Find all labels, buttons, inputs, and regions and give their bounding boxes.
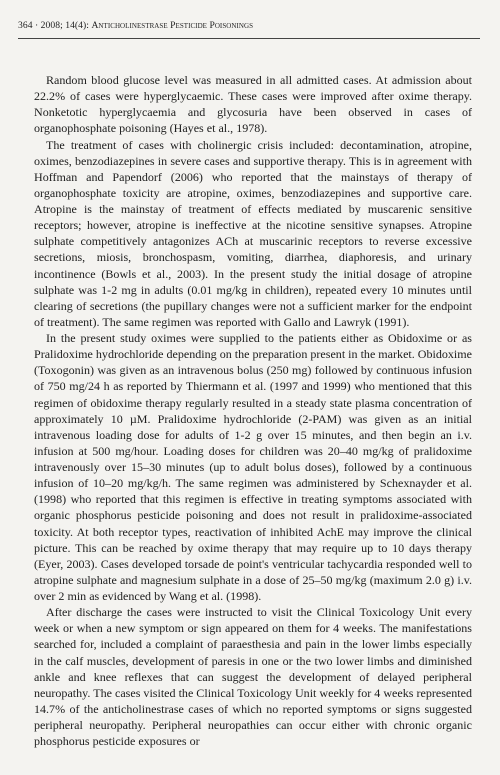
paragraph-treatment: The treatment of cases with cholinergic crisis included: decontamination, atropine, oximes, benzodiazepines in severe cases and supportive therapy. This is in agreement with Hoffman and Papendorf (2006) who reported that the mainstays of therapy of organophosphate toxicity are atropine, oximes, benzodiazepines and supportive care. Atropine is the mainstay of treatment of effects mediated by muscarenic sensitive receptors; however, atropine is ineffective at the nicotine sensitive synapses. Atropine sulphate competitively antagonizes ACh at muscarinic receptors to reverse excessive secretions, miosis, bronchospasm, vomiting, diarrhea, diaphoresis, and urinary incontinence (Bowls et al., 2003). In the present study the initial dosage of atropine sulphate was 1-2 mg in adults (0.01 mg/kg in children), repeated every 10 minutes until clearing of secretions (the pupillary changes were not a sufficient marker for the endpoint of treatment). The same regimen was reported with Gallo and Lawryk (1991).	[34, 137, 472, 329]
running-head	[18, 20, 480, 31]
body-text	[34, 72, 472, 749]
header-rule	[18, 38, 480, 39]
paragraph-blood-glucose: Random blood glucose level was measured in all admitted cases. At admission about 22.2% of cases were hyperglycaemic. These cases were improved after oxime therapy. Nonketotic hyperglycaemia and glycosuria have been observed in cases of organophosphate poisoning (Hayes et al., 1978).	[34, 73, 472, 136]
paragraph-oximes: In the present study oximes were supplied to the patients either as Obidoxime or as Pralidoxime hydrochloride depending on the preparation present in the market. Obidoxime (Toxogonin) was given as an intravenous bolus (250 mg) followed by continuous infusion of 750 mg/24 h as reported by Thiermann et al. (1997 and 1999) who mentioned that this regimen of obidoxime therapy regularly resulted in a steady state plasma concentration of approximately 10 µM. Pralidoxime hydrochloride (2-PAM) was given as an initial intravenous loading dose for adults of 1-2 g over 15 minutes, and then begin an i.v. infusion at 500 mg/hour. Loading doses for children was 20–40 mg/kg of pralidoxime intravenously over 15–30 minutes (up to adult bolus doses), followed by a continuous infusion of 10–20 mg/kg/h. The same regimen was administered by Schexnayder et al. (1998) who reported that this regimen is effective in treating symptoms associated with organic phosphorus pesticide poisoning and does not result in pralidoxime-associated toxicity. At both receptor types, reactivation of inhibited AchE may improve the clinical picture. This can be reached by oxime therapy that may require up to 10 days therapy (Eyer, 2003). Cases developed torsade de point's ventricular tachycardia responded well to atropine sulphate and magnesium sulphate in a dose of 25–50 mg/kg (maximum 2.0 g) i.v. over 2 min as evidenced by Wang et al. (1998).	[34, 331, 472, 603]
paragraph-follow-up: After discharge the cases were instructed to visit the Clinical Toxicology Unit every week or when a new symptom or sign appeared on them for 4 weeks. The manifestations searched for, included a complaint of paraesthesia and pain in the lower limbs especially in the calf muscles, development of paresis in one or the two lower limbs and diminished ankle and knee reflexes that can suggest the development of delayed peripheral neuropathy. The cases visited the Clinical Toxicology Unit weekly for 4 weeks represented 14.7% of the anticholinestrase cases of which no reported symptoms or signs suggested peripheral neuropathy. Peripheral neuropathies can occur either with chronic organic phosphorus pesticide exposures or	[34, 605, 472, 749]
page-info: 364 · 2008; 14(4):	[18, 20, 92, 31]
journal-section-title: Anticholinestrase Pesticide Poisonings	[91, 20, 254, 31]
